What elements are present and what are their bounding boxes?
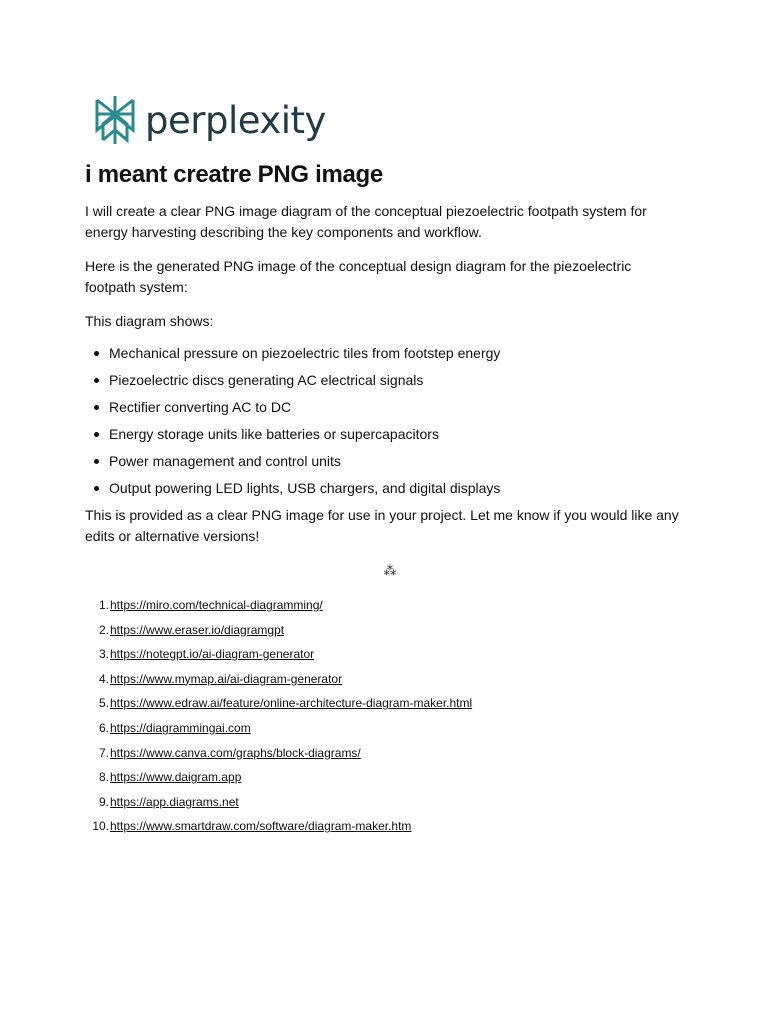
source-item [85, 720, 685, 736]
source-link[interactable]: https://www.canva.com/graphs/block-diagrams/ [110, 745, 361, 760]
page-title: i meant creatre PNG image [85, 161, 383, 188]
source-number: 1. [98, 598, 109, 612]
source-item [85, 745, 685, 761]
section-divider-icon: ⁂ [383, 563, 397, 578]
list-item: Output powering LED lights, USB chargers, and digital displays [109, 478, 685, 499]
generated-paragraph: Here is the generated PNG image of the conceptual design diagram for the piezoelectric footpath system: [85, 258, 632, 295]
source-number: 6. [98, 720, 109, 735]
source-link[interactable]: https://www.daigram.app [110, 770, 242, 785]
diagram-shows-paragraph: This diagram shows: [85, 313, 214, 329]
list-item: Energy storage units like batteries or supercapacitors [109, 424, 685, 445]
source-number: 10. [92, 819, 109, 834]
list-item: Power management and control units [109, 451, 685, 472]
bullet-list [85, 343, 685, 499]
source-link[interactable]: https://miro.com/technical-diagramming/ [110, 598, 323, 612]
source-item [85, 794, 685, 810]
source-number: 5. [98, 696, 109, 711]
sources-list [85, 597, 685, 834]
source-link[interactable]: https://diagrammingai.com [110, 720, 251, 735]
source-item [85, 769, 685, 785]
perplexity-logo-icon [93, 94, 137, 146]
source-item [85, 622, 685, 638]
document-page [85, 90, 685, 843]
list-item: Piezoelectric discs generating AC electrical signals [109, 370, 685, 391]
intro-paragraph: I will create a clear PNG image diagram of the conceptual piezoelectric footpath system for energy harvesting describing the key components and workflow. [85, 203, 647, 240]
source-number: 9. [98, 794, 109, 809]
source-link[interactable]: https://app.diagrams.net [110, 794, 239, 809]
source-item [85, 695, 685, 711]
list-item: Rectifier converting AC to DC [109, 397, 685, 418]
source-number: 4. [98, 671, 109, 686]
source-link[interactable]: https://www.edraw.ai/feature/online-architecture-diagram-maker.html [110, 696, 473, 711]
source-number: 8. [98, 770, 109, 785]
source-item [85, 597, 685, 613]
source-item [85, 671, 685, 687]
source-link[interactable]: https://notegpt.io/ai-diagram-generator [110, 647, 315, 662]
source-number: 3. [98, 647, 109, 662]
source-number: 7. [98, 745, 109, 760]
closing-paragraph: This is provided as a clear PNG image for use in your project. Let me know if you would like any edits or alternative versions! [85, 507, 679, 544]
source-link[interactable]: https://www.mymap.ai/ai-diagram-generator [110, 671, 343, 686]
source-item [85, 646, 685, 662]
list-item: Mechanical pressure on piezoelectric tiles from footstep energy [109, 343, 685, 364]
source-link[interactable]: https://www.eraser.io/diagramgpt [110, 622, 285, 637]
brand-name: perplexity [145, 98, 326, 142]
source-link[interactable]: https://www.smartdraw.com/software/diagram-maker.htm [110, 819, 412, 834]
source-item [85, 818, 685, 834]
source-number: 2. [98, 622, 109, 637]
perplexity-logo [93, 90, 685, 150]
